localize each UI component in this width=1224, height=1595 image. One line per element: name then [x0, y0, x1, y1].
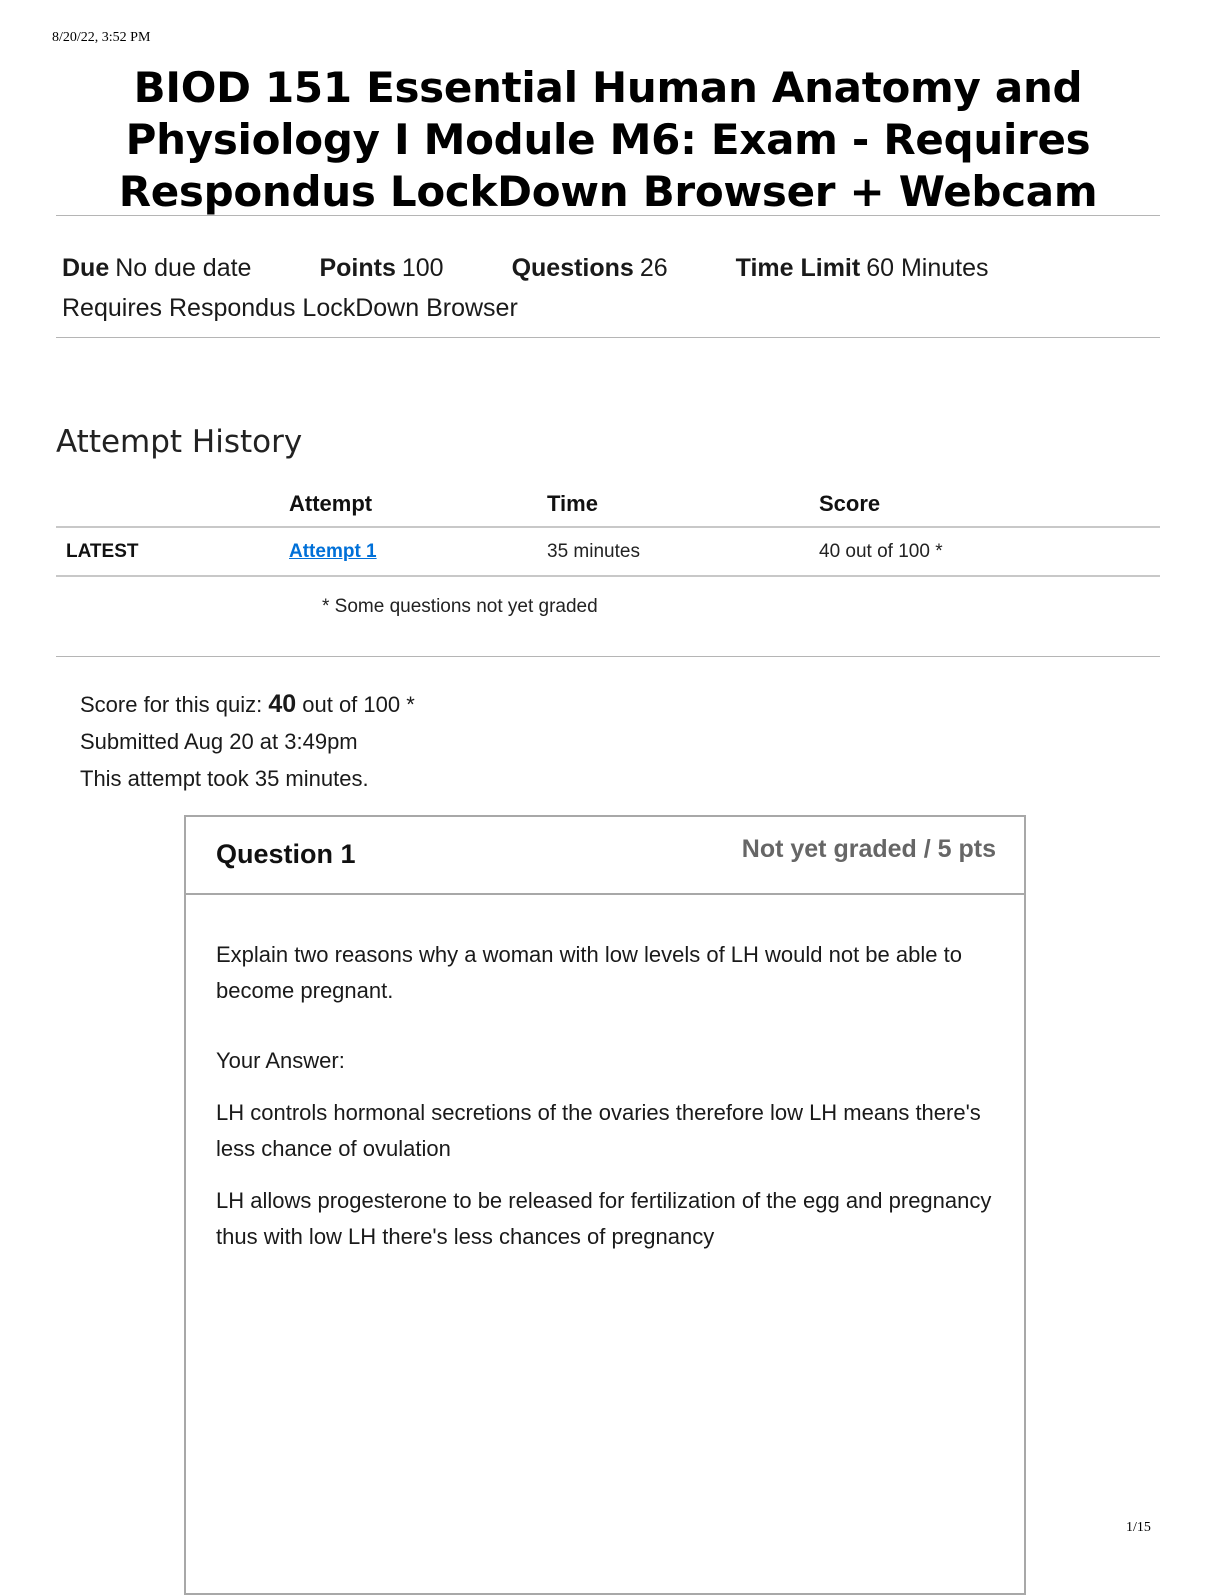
question-title: Question 1 [216, 839, 356, 869]
due-label: Due [62, 254, 110, 282]
lockdown-note: Requires Respondus LockDown Browser [62, 294, 518, 322]
question-points: Not yet graded / 5 pts [741, 835, 996, 863]
print-date: 8/20/22, 3:52 PM [52, 30, 151, 45]
question-header [186, 817, 1024, 895]
page-number: 1/15 [1126, 1520, 1151, 1535]
attempt-cell [289, 527, 547, 576]
score-line [80, 686, 415, 723]
question-body [186, 895, 1024, 1255]
points-label: Points [319, 254, 396, 282]
answer-paragraph: LH controls hormonal secretions of the ovaries therefore low LH means there's less chance of ovulation [216, 1100, 981, 1161]
attempt-history-heading: Attempt History [56, 424, 303, 460]
score-column-header: Score [819, 482, 1160, 527]
time-limit-value: 60 Minutes [866, 254, 989, 282]
submitted-line: Submitted Aug 20 at 3:49pm [80, 729, 358, 754]
question-card [184, 815, 1026, 1595]
attempt-column-header: Attempt [289, 482, 547, 527]
attempt-history-table [56, 482, 1160, 577]
latest-tag: LATEST [56, 527, 289, 576]
title-divider [56, 215, 1160, 216]
answer-label: Your Answer: [216, 1048, 345, 1073]
quiz-result [80, 686, 415, 797]
question-prompt: Explain two reasons why a woman with low levels of LH would not be able to become pregnant. [216, 942, 962, 1003]
questions-info [512, 248, 668, 288]
score-value: 40 [268, 690, 297, 718]
table-row [56, 527, 1160, 576]
details-divider [56, 337, 1160, 338]
points-value: 100 [401, 254, 444, 282]
score-suffix: out of 100 * [302, 692, 415, 717]
time-limit-info [736, 248, 989, 288]
time-cell: 35 minutes [547, 527, 819, 576]
time-limit-label: Time Limit [735, 254, 861, 282]
table-header-row [56, 482, 1160, 527]
duration-line: This attempt took 35 minutes. [80, 766, 369, 791]
page-title: BIOD 151 Essential Human Anatomy and Physiology I Module M6: Exam - Requires Respondus LockDown Browser + Webcam [118, 63, 1098, 216]
questions-label: Questions [511, 254, 634, 282]
time-column-header: Time [547, 482, 819, 527]
history-divider [56, 656, 1160, 657]
tag-column-header [56, 482, 289, 527]
score-prefix: Score for this quiz: [80, 692, 263, 717]
grading-footnote: * Some questions not yet graded [322, 596, 598, 617]
quiz-details [62, 248, 1152, 328]
due-info [62, 248, 251, 288]
due-value: No due date [115, 254, 252, 282]
questions-value: 26 [639, 254, 668, 282]
attempt-link[interactable]: Attempt 1 [289, 540, 377, 562]
score-cell: 40 out of 100 * [819, 527, 1160, 576]
answer-paragraph: LH allows progesterone to be released for fertilization of the egg and pregnancy thus with low LH there's less chances of pregnancy [216, 1188, 992, 1249]
points-info [319, 248, 443, 288]
